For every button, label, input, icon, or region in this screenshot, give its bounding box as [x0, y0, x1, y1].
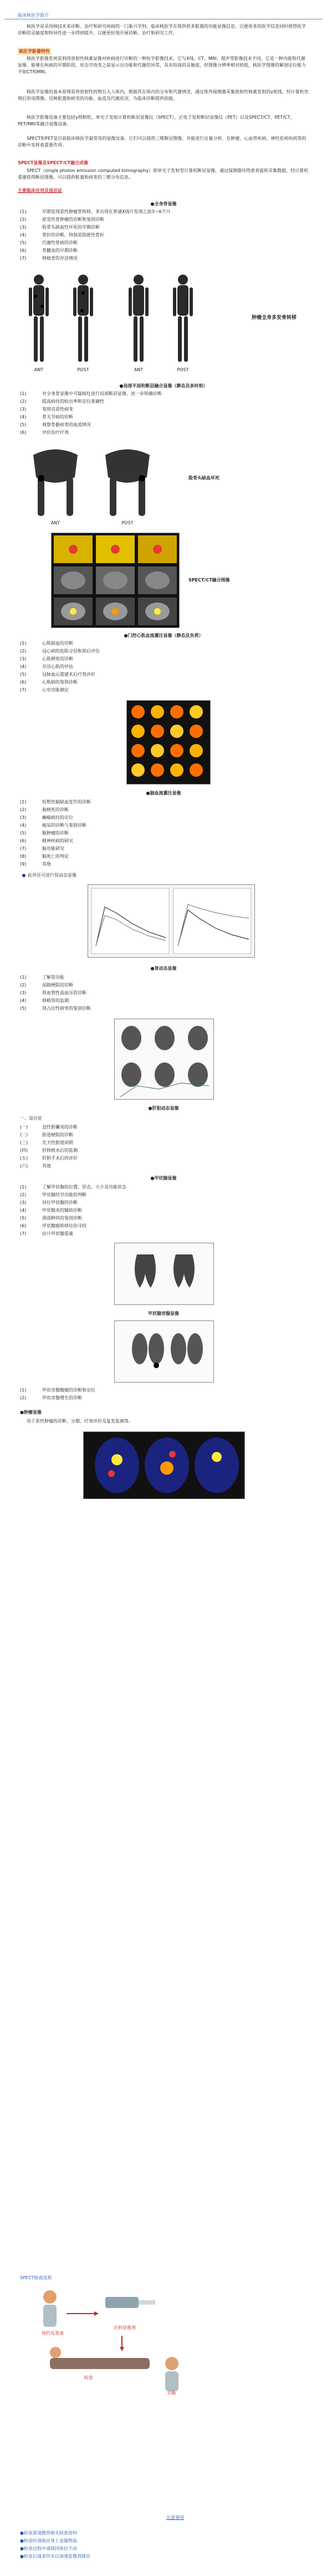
breadcrumb[interactable]: 临床核医学简介 [18, 13, 49, 18]
item-num: (9) [20, 862, 27, 867]
bone-item-2 [20, 216, 308, 223]
brain-item-7 [20, 846, 308, 852]
flow-step-2: 注射显像剂 [114, 2325, 136, 2330]
item-num: (3) [20, 656, 27, 661]
item-num: (7) [20, 256, 27, 261]
item-text: 胆道梗阻的诊断 [42, 1132, 73, 1137]
item-num: (2) [20, 217, 27, 222]
parathyroid-image [114, 1320, 214, 1383]
item-num: (一) [20, 1125, 28, 1130]
item-text: 移植骨的存活情况 [42, 256, 78, 261]
bone-item-1 [20, 209, 308, 215]
fusion-item-4 [20, 664, 308, 670]
thyroid-item-4 [20, 1207, 308, 1214]
item-text: 颈部肿块的鉴别诊断 [42, 1216, 82, 1221]
section2-heading: SPECT显像及SPECT/CT融合成像 [18, 160, 89, 165]
pelvis-label-2: POST [121, 520, 134, 525]
item-num: (3) [20, 225, 27, 230]
bone-side-note: 肿瘤全身多发骨转移 [252, 315, 297, 321]
item-text: 骨关节病的诊断 [42, 414, 73, 419]
bone-item-3 [20, 224, 308, 231]
brain-bullet [22, 872, 76, 878]
item-text: 评价治疗疗效 [42, 430, 69, 435]
item-num: (6) [20, 248, 27, 253]
pelvis-item-2 [20, 398, 308, 405]
item-num: (4) [20, 998, 27, 1003]
fusion-title: ●门控心肌血流灌注显像（静态及负荷） [124, 633, 203, 638]
fusion-item-2 [20, 648, 308, 655]
item-num: (2) [20, 399, 27, 404]
bone-label-4: POST [177, 367, 189, 372]
item-num: (8) [20, 854, 27, 859]
note-3: ●检查过程中请保持体位不动 [20, 2546, 77, 2551]
section2-subheading: 主要临床应用及适应证 [18, 188, 62, 193]
renal-item-4 [20, 998, 308, 1004]
flow-step-1: 预约及准备 [42, 2331, 64, 2336]
liver-image [114, 1019, 214, 1100]
brain-item-3 [20, 814, 308, 821]
pelvis-label-1: ANT [50, 520, 60, 525]
item-text: 其他 [42, 1163, 51, 1168]
item-text: 短暂性脑缺血发作的诊断 [42, 799, 91, 804]
item-num: (1) [20, 391, 27, 396]
pelvis-item-5 [20, 422, 308, 428]
liver-item-6 [20, 1163, 308, 1170]
item-text: 甲状腺炎的辅助诊断 [42, 1208, 82, 1213]
item-text: 肾占位性病变的鉴别诊断 [42, 1006, 91, 1011]
section1-para-3: 核医学影像设备主要包括γ照相机、单光子发射计算机断层显像仪（SPECT）、正电子发射断层显像仪（PET）以及SPECT/CT、PET/CT、PET/MRI等融合显像设备。 [18, 115, 295, 126]
item-text: 鉴别良恶性病变 [42, 407, 73, 412]
thyroid-item-5 [20, 1215, 308, 1222]
brain-item-5 [20, 830, 308, 837]
pelvis-item-4 [20, 414, 308, 421]
item-text: 了解甲状腺的位置、形态、大小及功能状态 [42, 1185, 126, 1190]
flow-title: SPECT检查流程 [20, 2275, 52, 2280]
item-num: (2) [20, 649, 27, 654]
item-text: 痴呆的诊断与鉴别诊断 [42, 823, 86, 828]
bone-title: ●全身骨显像 [150, 201, 177, 206]
liver-item-1 [20, 1124, 308, 1131]
renal-item-2 [20, 982, 308, 989]
pelvis-scan-image [22, 444, 166, 527]
item-num: (1) [20, 799, 27, 804]
pelvis-item-3 [20, 406, 308, 413]
parathyroid-item-2 [20, 1395, 308, 1401]
brain-item-4 [20, 822, 308, 829]
liver-item-2 [20, 1132, 308, 1138]
item-text: 异位甲状腺的诊断 [42, 1200, 78, 1205]
thyroid-title: ●甲状腺显像 [150, 1176, 177, 1181]
item-num: (1) [20, 209, 27, 214]
bone-scan-image [17, 269, 249, 377]
tumor-para: 用于恶性肿瘤的诊断、分期、疗效评价及复发监测等。 [27, 1419, 133, 1424]
item-text: 其他 [42, 862, 51, 867]
item-num: (2) [20, 983, 27, 988]
tumor-title: ●肿瘤显像 [20, 1410, 42, 1415]
item-num: (5) [20, 1006, 27, 1011]
thyroid-item-1 [20, 1184, 308, 1191]
item-text: 冠脉血运重建术后疗效评价 [42, 672, 95, 677]
item-num: (5) [20, 240, 27, 245]
flow-step-3: 检查 [84, 2375, 93, 2380]
item-text: 心肌缺血的诊断 [42, 641, 73, 646]
item-text: 脑梗死的诊断 [42, 807, 69, 812]
bullet-icon [22, 874, 25, 877]
brain-item-1 [20, 799, 308, 806]
item-text: 估计甲状腺重量 [42, 1231, 73, 1236]
item-text: 肾血管性高血压的诊断 [42, 990, 86, 995]
item-num: (7) [20, 846, 27, 851]
item-text: 尿路梗阻的诊断 [42, 983, 73, 988]
item-text: 甲状旁腺腺瘤的诊断和定位 [42, 1388, 95, 1393]
fusion-image [51, 533, 180, 628]
fusion-side-note: SPECT/CT融合图像 [188, 578, 230, 583]
liver-item-3 [20, 1140, 308, 1146]
fusion-item-3 [20, 656, 308, 662]
item-num: (5) [20, 831, 27, 836]
item-num: (2) [20, 1192, 27, 1197]
liver-item-5 [20, 1155, 308, 1162]
item-text: 原发性骨肿瘤的诊断和鉴别诊断 [42, 217, 104, 222]
fusion-item-5 [20, 671, 308, 678]
item-num: (4) [20, 414, 27, 419]
item-text: 早期发现恶性肿瘤骨转移，多出现在普通X线片发现之前3～6个月 [42, 209, 171, 214]
item-num: (6) [20, 430, 27, 435]
item-num: (2) [20, 807, 27, 812]
section1-heading: 核医学影像特性 [19, 49, 50, 54]
pelvis-item-6 [20, 429, 308, 436]
bone-item-6 [20, 247, 308, 254]
thyroid-item-2 [20, 1192, 308, 1198]
fusion-item-7 [20, 687, 308, 694]
item-text: 了解肾功能 [42, 975, 64, 980]
brain-bullet-text: 此外还可进行肾动态显像 [28, 873, 76, 878]
section1-para-2: 核医学显像的基本原理是将放射性药物引入人体内，根据其在体内的分布和代谢情况，通过体外探测器采集放射性核素发射的γ射线，经计算机处理后形成图像，反映脏器和病变的功能、血流及代谢状况，为临床诊断提供依据。 [18, 89, 309, 101]
item-text: 肝移植术后的监测 [42, 1148, 78, 1153]
note-2: ●检查时请取出身上金属物品 [20, 2538, 77, 2543]
liver-heading: 一、适应症 [20, 1116, 42, 1121]
item-num: (1) [20, 641, 27, 646]
renal-chart-panel [88, 884, 255, 958]
item-text: 对全身骨显像中可疑病灶进行局部断层显像，进一步明确诊断 [42, 391, 162, 396]
thyroid-image [114, 1243, 214, 1305]
item-text: 骨折的诊断，特别是隐匿性骨折 [42, 232, 104, 237]
item-num: (五) [20, 1156, 28, 1161]
item-num: (1) [20, 1185, 27, 1190]
item-num: (4) [20, 664, 27, 669]
item-num: (3) [20, 815, 27, 820]
item-num: (二) [20, 1132, 28, 1137]
liver-item-4 [20, 1147, 308, 1154]
item-text: 脑功能研究 [42, 846, 64, 851]
item-num: (5) [20, 672, 27, 677]
item-text: 精神疾病的研究 [42, 838, 73, 843]
renal-title: ●肾动态显像 [150, 966, 177, 971]
footer-link[interactable]: 注意事项 [166, 2515, 184, 2520]
item-num: (3) [20, 1200, 27, 1205]
item-num: (2) [20, 1395, 27, 1400]
thyroid-item-7 [20, 1231, 308, 1237]
item-num: (1) [20, 1388, 27, 1393]
item-num: (6) [20, 838, 27, 843]
brain-item-8 [20, 853, 308, 860]
thyroid-item-3 [20, 1200, 308, 1206]
note-4: ●检查后请多饮水以加速显像剂排出 [20, 2554, 90, 2559]
thyroid-sub-title: 甲状腺旁腺显像 [148, 1311, 179, 1316]
brain-item-2 [20, 807, 308, 813]
item-num: (4) [20, 232, 27, 237]
item-num: (3) [20, 990, 27, 995]
brain-item-6 [20, 838, 308, 844]
thyroid-item-6 [20, 1223, 308, 1229]
bone-label-3: ANT [134, 367, 144, 372]
item-text: 急性胆囊炎的诊断 [42, 1125, 78, 1130]
item-text: 心室功能测定 [42, 687, 69, 692]
brain-title: ●脑血流灌注显像 [146, 791, 181, 796]
parathyroid-item-1 [20, 1387, 308, 1394]
item-text: 癫痫病灶的定位 [42, 815, 73, 820]
item-num: (1) [20, 975, 27, 980]
liver-title: ●肝胆动态显像 [148, 1106, 179, 1111]
item-text: 股骨头缺血性坏死的早期诊断 [42, 225, 100, 230]
renal-item-1 [20, 974, 308, 981]
item-num: (3) [20, 407, 27, 412]
item-text: 冠心病的危险分层和预后评估 [42, 649, 100, 654]
bone-item-7 [20, 255, 308, 262]
flow-illustration [33, 2286, 200, 2397]
item-text: 甲状腺结节功能的判断 [42, 1192, 86, 1197]
pelvis-item-1 [20, 391, 308, 397]
section2-para: SPECT（single photon emission computed tomography）即单光子发射型计算机断层显像，通过探测器环绕患者旋转采集数据，经计算机重建获得断层图像，可以提供脏器和病变的三维分布信息。 [18, 168, 309, 180]
item-text: 骨髓炎的早期诊断 [42, 248, 78, 253]
intro-text: 核医学是采用核技术来诊断、治疗和研究疾病的一门新兴学科。临床核医学在提供很多脏器的功能显像信息，以便更多的医学信息同时使得医学诊断的灵敏度和特异性进一步得到提升，以便更好地开展诊断、治疗和研究工作。 [18, 24, 306, 36]
item-text: 心肌梗死的诊断 [42, 656, 73, 661]
pelvis-title: ●局部平面和断层融合显像（静态及多时相） [119, 383, 208, 388]
item-num: (6) [20, 1223, 27, 1228]
item-num: (六) [20, 1163, 28, 1168]
item-num: (6) [20, 680, 27, 685]
bone-label-2: POST [77, 367, 89, 372]
item-text: 脑肿瘤的诊断 [42, 831, 69, 836]
item-text: 心肌病的鉴别诊断 [42, 680, 78, 685]
item-text: 先天性胆道闭锁 [42, 1140, 73, 1145]
item-text: 移植肾的监测 [42, 998, 69, 1003]
tumor-image [83, 1431, 245, 1499]
item-num: (4) [20, 1208, 27, 1213]
cardiac-image [126, 700, 211, 785]
item-text: 观察骨骼病变的血流情况 [42, 422, 91, 427]
bone-label-1: ANT [34, 367, 44, 372]
section1-para-1: 核医学影像系统是利用放射性核素显像对疾病进行诊断的一种医学影像技术。它与X线、CT、MRI、超声等影像技术不同，它是一种功能和代谢显像，能够在疾病的早期阶段、形态学改变之前显示出功能和代谢的异常，具有较高的灵敏度，但图像分辨率相对较低，核医学图像的解剖定位能力不如CT和MRI。 [18, 56, 306, 74]
note-1: ●检查前请携带相关检查资料 [20, 2531, 77, 2535]
item-text: 肝胆手术后的评价 [42, 1156, 78, 1161]
item-num: (7) [20, 687, 27, 692]
flow-step-4: 诊断 [167, 2391, 176, 2396]
item-text: 提高病灶的检出率和定位准确性 [42, 399, 104, 404]
pelvis-side-note: 股骨头缺血坏死 [188, 475, 219, 480]
item-text: 脑死亡的判定 [42, 854, 69, 859]
item-num: (5) [20, 422, 27, 427]
item-text: 甲状旁腺增生的诊断 [42, 1395, 82, 1400]
item-text: 甲状腺癌转移灶的寻找 [42, 1223, 86, 1228]
item-num: (5) [20, 1216, 27, 1221]
item-num: (7) [20, 1231, 27, 1236]
item-text: 代谢性骨病的诊断 [42, 240, 78, 245]
item-num: (4) [20, 823, 27, 828]
renal-item-5 [20, 1005, 308, 1012]
item-text: 存活心肌的评估 [42, 664, 73, 669]
brain-item-9 [20, 861, 308, 868]
fusion-item-6 [20, 679, 308, 686]
item-num: (四) [20, 1148, 28, 1153]
section1-para-4: SPECT和PET是目前临床核医学最常用的显像设备。它们可以提供三维断层图像，并能进行定量分析，在肿瘤、心血管疾病、神经系统疾病等的诊断中发挥着重要作用。 [18, 136, 306, 148]
bone-item-5 [20, 240, 308, 246]
item-num: (三) [20, 1140, 28, 1145]
renal-item-3 [20, 990, 308, 996]
bone-item-4 [20, 232, 308, 239]
fusion-item-1 [20, 640, 308, 647]
